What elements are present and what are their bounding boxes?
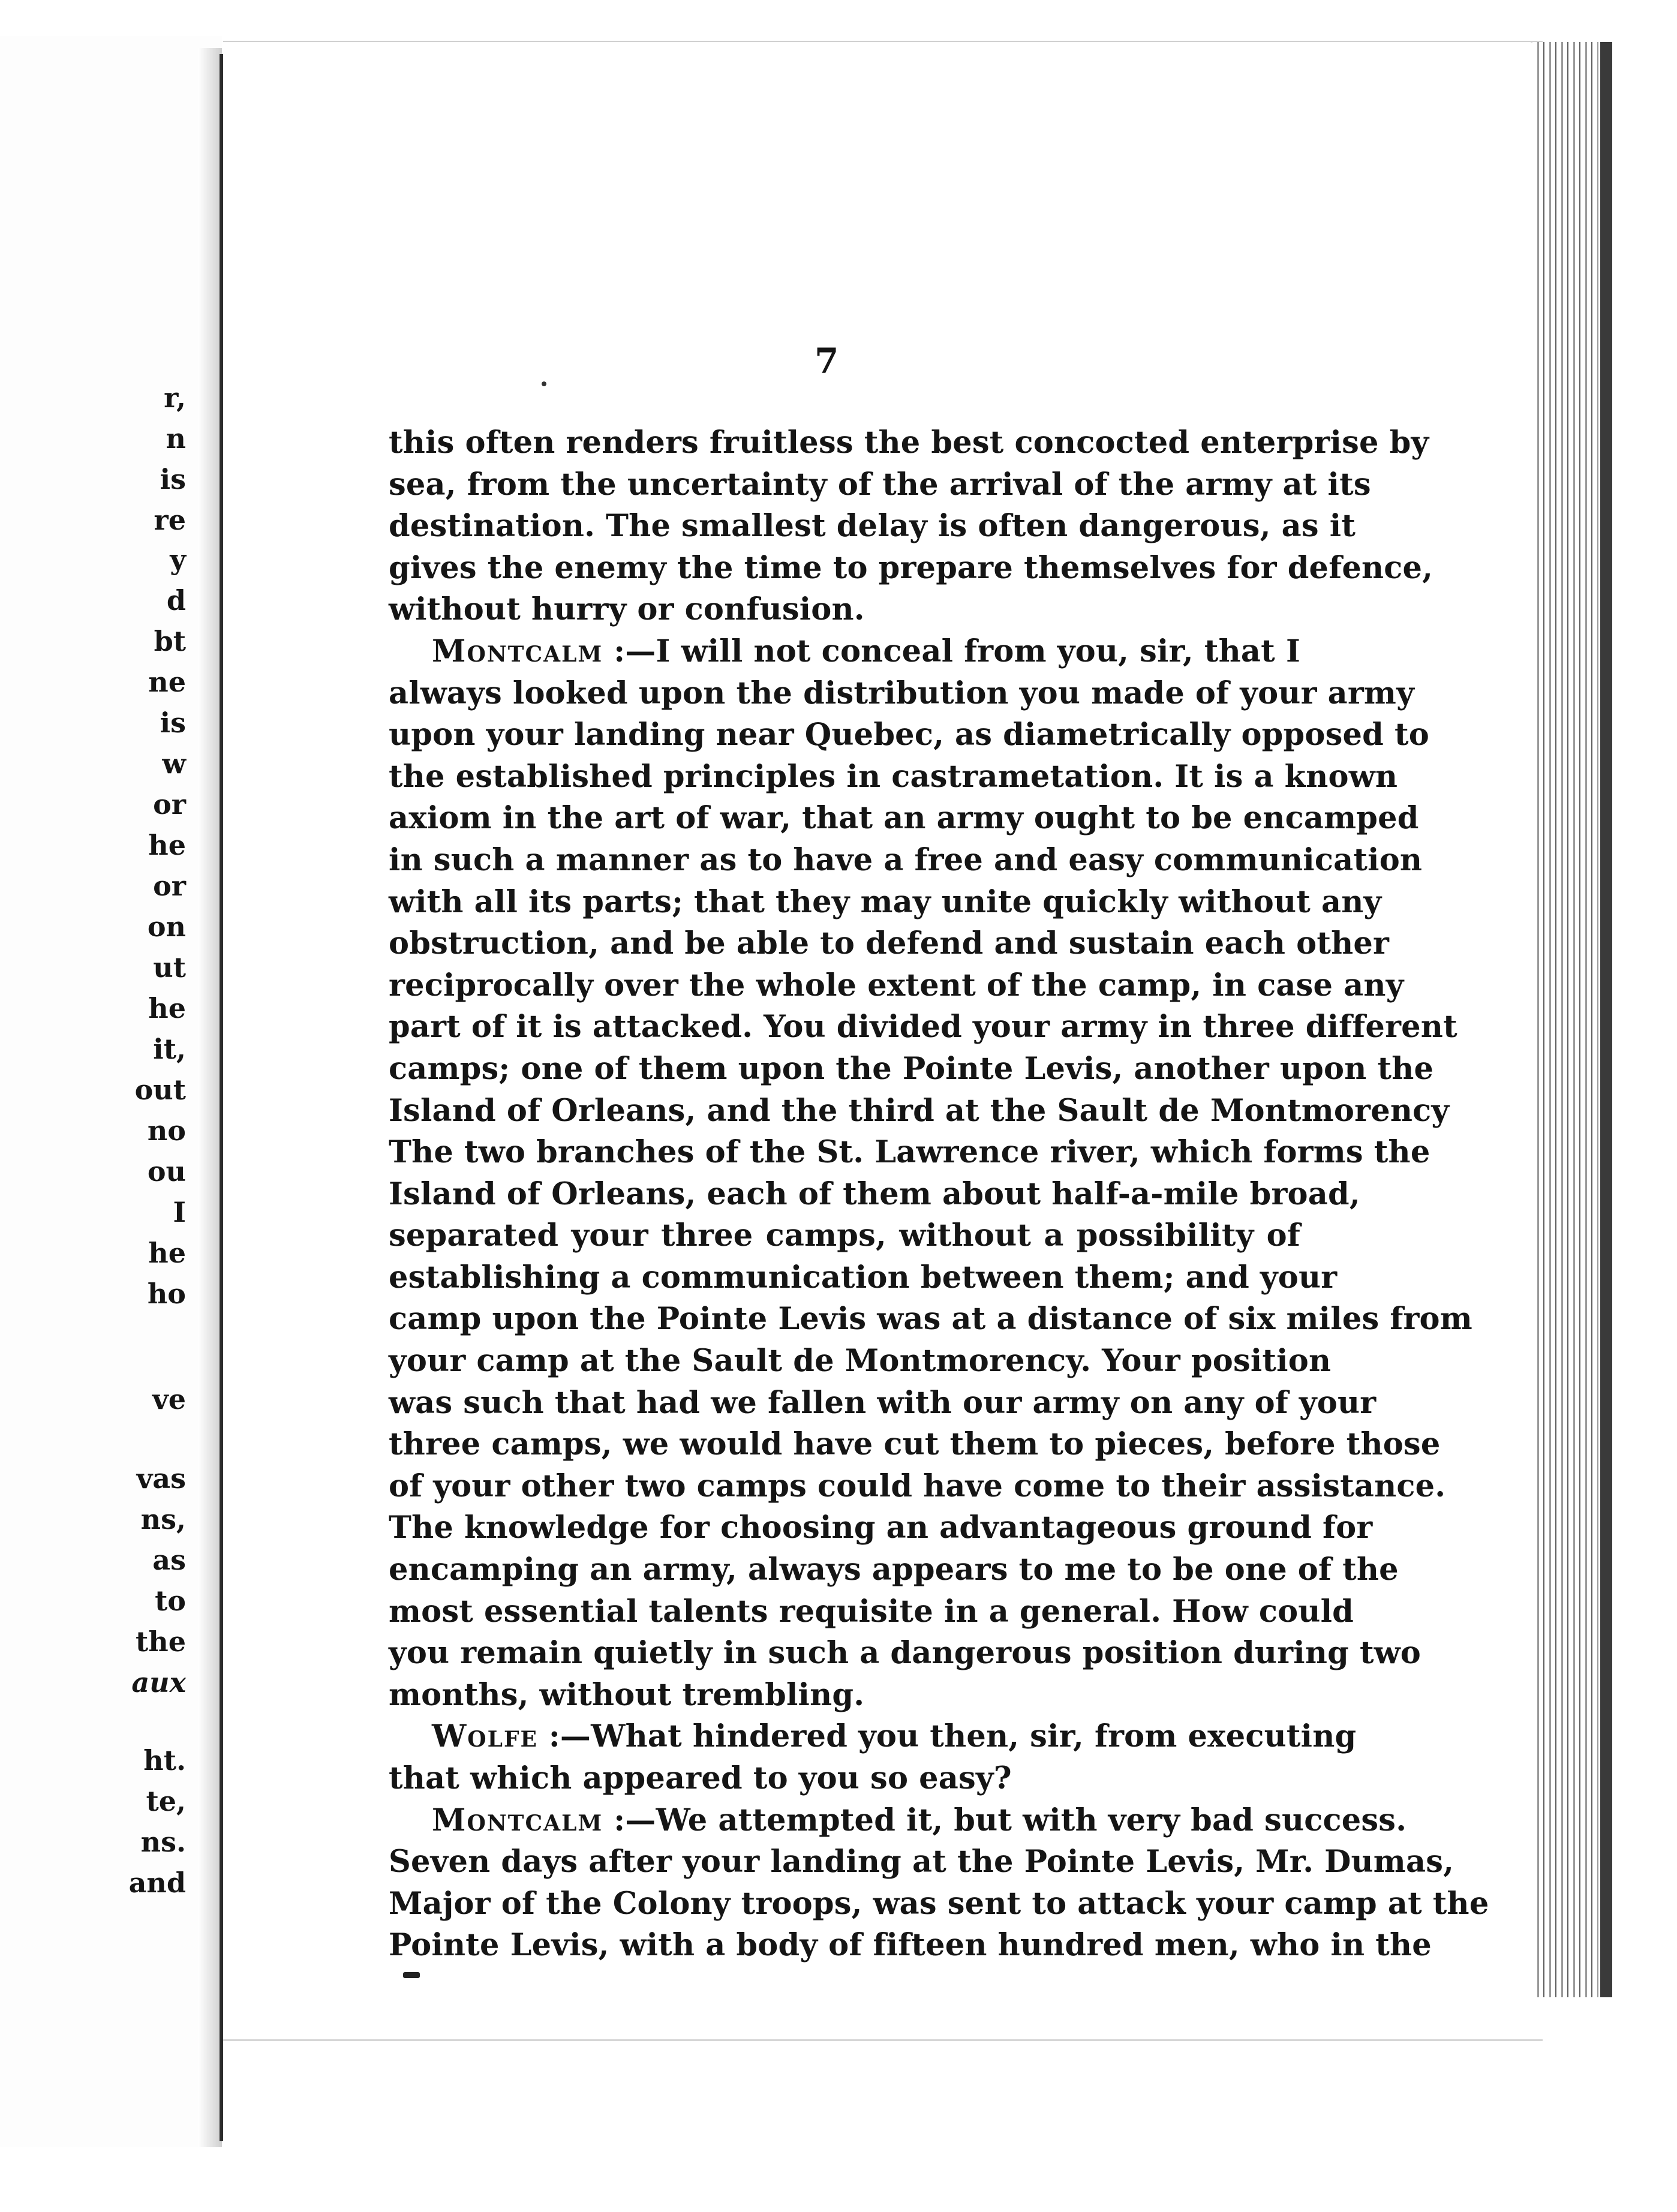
- text-line: months, without trembling.: [389, 1676, 865, 1713]
- speaker-name: Montcalm: [432, 1802, 603, 1838]
- facing-page-fragment: n: [166, 422, 186, 455]
- text-line: most essential talents requisite in a general. How could: [389, 1593, 1354, 1630]
- facing-page-fragment: ne: [148, 666, 186, 698]
- facing-page-fragment: he: [148, 829, 186, 861]
- text-line: this often renders fruitless the best concocted enterprise by: [389, 425, 1429, 461]
- facing-page-fragment: or: [153, 788, 186, 821]
- text-line: upon your landing near Quebec, as diametrically opposed to: [389, 717, 1429, 753]
- facing-page-fragment: ho: [147, 1278, 186, 1310]
- facing-page-fragment: y: [170, 543, 186, 576]
- text-line: that which appeared to you so easy?: [389, 1760, 1012, 1796]
- ink-speck: [542, 381, 546, 386]
- text-line: the established principles in castrametation. It is a known: [389, 758, 1398, 795]
- page-number: 7: [815, 341, 839, 381]
- text-line: with all its parts; that they may unite quickly without any: [389, 883, 1382, 920]
- page-stack-edges: [1532, 42, 1598, 1997]
- facing-page-fragment: re: [154, 504, 186, 536]
- text-line: establishing a communication between them; and your: [389, 1259, 1338, 1296]
- text-line: encamping an army, always appears to me to be one of the: [389, 1552, 1399, 1588]
- facing-page-fragment: out: [134, 1074, 186, 1106]
- facing-page-fragment: ns,: [140, 1503, 186, 1535]
- facing-page-fragment: ou: [147, 1155, 186, 1188]
- text-line: Seven days after your landing at the Pointe Levis, Mr. Dumas,: [389, 1844, 1454, 1880]
- text-line: The knowledge for choosing an advantageous ground for: [389, 1510, 1373, 1546]
- text-line: without hurry or confusion.: [389, 591, 865, 628]
- speech-text: :—I will not conceal from you, sir, that I: [603, 633, 1300, 669]
- text-line: in such a manner as to have a free and easy communication: [389, 841, 1423, 878]
- facing-page-fragment: ut: [153, 951, 186, 984]
- facing-page-fragment: ht.: [143, 1744, 186, 1777]
- facing-page-fragment: ns.: [140, 1826, 186, 1858]
- text-line: destination. The smallest delay is often dangerous, as it: [389, 508, 1356, 545]
- binding-shadow: [198, 48, 222, 2147]
- text-line: Pointe Levis, with a body of fifteen hundred men, who in the: [389, 1927, 1432, 1964]
- facing-page-fragment: te,: [146, 1785, 186, 1817]
- left-page-edge: [0, 36, 222, 2147]
- text-line: was such that had we fallen with our army on any of your: [389, 1384, 1377, 1421]
- facing-page-fragment: r,: [164, 381, 186, 414]
- facing-page-fragment: I: [173, 1196, 186, 1228]
- facing-page-fragment: the: [136, 1625, 186, 1658]
- text-line: camps; one of them upon the Pointe Levis, another upon the: [389, 1050, 1434, 1087]
- book-cover-edge: [1600, 42, 1612, 1997]
- facing-page-fragment: aux: [131, 1666, 186, 1699]
- text-line: [389, 1716, 1357, 1758]
- text-line: Island of Orleans, and the third at the Sault de Montmorency: [389, 1092, 1450, 1129]
- facing-page-fragment: ve: [152, 1383, 186, 1415]
- speech-text: :—What hindered you then, sir, from executing: [537, 1718, 1357, 1755]
- text-line: reciprocally over the whole extent of the camp, in case any: [389, 967, 1404, 1003]
- text-line: part of it is attacked. You divided your army in three different: [389, 1009, 1457, 1045]
- facing-page-fragment: d: [166, 584, 186, 617]
- facing-page-fragment: no: [147, 1114, 186, 1147]
- text-line: you remain quietly in such a dangerous position during two: [389, 1635, 1421, 1672]
- text-line: The two branches of the St. Lawrence river, which forms the: [389, 1134, 1430, 1171]
- facing-page-fragment: it,: [153, 1033, 186, 1065]
- text-line: Major of the Colony troops, was sent to attack your camp at the: [389, 1885, 1489, 1922]
- text-line: [389, 1800, 1407, 1842]
- facing-page-fragment: and: [128, 1867, 186, 1899]
- facing-page-fragment: is: [160, 707, 186, 739]
- facing-page-fragment: bt: [154, 625, 186, 657]
- facing-page-fragment: vas: [136, 1462, 186, 1495]
- text-line: your camp at the Sault de Montmorency. Your position: [389, 1343, 1332, 1380]
- text-line: sea, from the uncertainty of the arrival of the army at its: [389, 466, 1371, 503]
- text-line: axiom in the art of war, that an army ought to be encamped: [389, 800, 1419, 837]
- text-line: of your other two camps could have come to their assistance.: [389, 1468, 1446, 1504]
- text-line: always looked upon the distribution you made of your army: [389, 675, 1414, 711]
- text-line: Island of Orleans, each of them about half-a-mile broad,: [389, 1176, 1360, 1212]
- facing-page-fragment: he: [148, 992, 186, 1024]
- text-line: separated your three camps, without a possibility of: [389, 1218, 1300, 1254]
- page-bottom-edge: [223, 2039, 1543, 2041]
- text-line: camp upon the Pointe Levis was at a distance of six miles from: [389, 1301, 1472, 1338]
- facing-page-fragment: on: [147, 910, 186, 943]
- speaker-name: Wolfe: [432, 1718, 538, 1755]
- page-body-text: [389, 422, 1489, 1967]
- text-line: three camps, we would have cut them to pieces, before those: [389, 1426, 1441, 1463]
- ink-mark: [403, 1972, 420, 1978]
- text-line: obstruction, and be able to defend and sustain each other: [389, 925, 1390, 962]
- facing-page-fragment: w: [162, 747, 186, 780]
- facing-page-fragment: he: [148, 1237, 186, 1269]
- facing-page-fragment: or: [153, 870, 186, 902]
- facing-page-fragment: is: [160, 463, 186, 495]
- facing-page-fragment: as: [152, 1544, 186, 1576]
- text-line: [389, 631, 1300, 673]
- speech-text: :—We attempted it, but with very bad success.: [603, 1802, 1407, 1838]
- facing-page-fragment: to: [155, 1585, 186, 1617]
- text-line: gives the enemy the time to prepare themselves for defence,: [389, 549, 1433, 586]
- speaker-name: Montcalm: [432, 633, 603, 669]
